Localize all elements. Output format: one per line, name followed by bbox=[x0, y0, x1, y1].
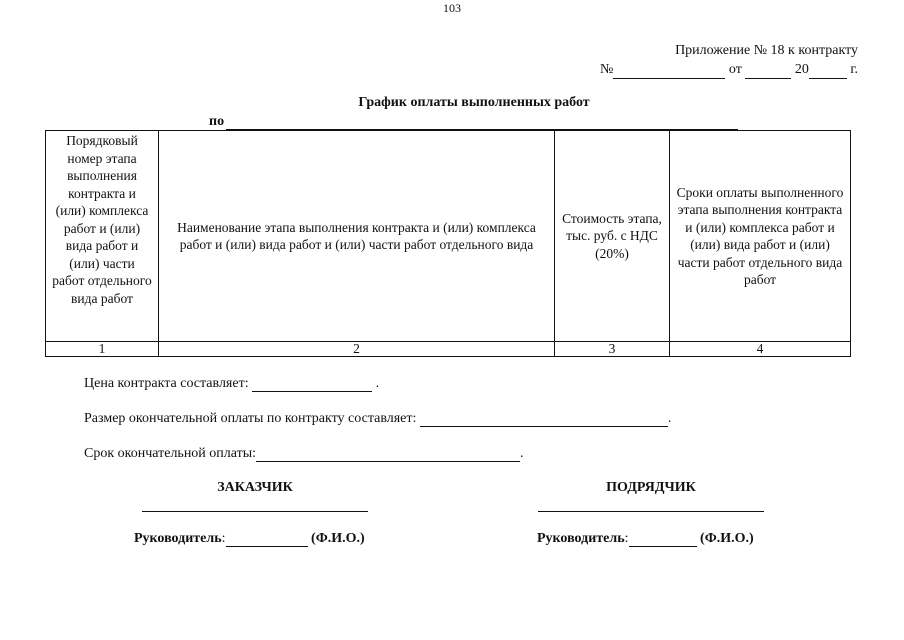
year-suffix: г. bbox=[846, 62, 858, 77]
final-payment-date-line bbox=[84, 446, 524, 462]
customer-head-blank bbox=[226, 532, 308, 547]
document-title: График оплаты выполненных работ bbox=[358, 95, 590, 110]
final-payment-amount-label: Размер окончательной оплаты по контракту составляет: bbox=[84, 411, 420, 426]
final-payment-amount-line bbox=[84, 411, 671, 427]
column-number: 3 bbox=[555, 342, 670, 357]
customer-title: ЗАКАЗЧИК bbox=[217, 480, 293, 495]
header-stage-number: Порядковый номер этапа выполнения контракта и (или) комплекса работ и (или) вида работ и (или) части работ отдельного вида работ bbox=[46, 131, 159, 342]
contractor-head-blank bbox=[629, 532, 697, 547]
final-payment-amount-suffix: . bbox=[667, 411, 672, 426]
final-payment-date-label: Срок окончательной оплаты: bbox=[84, 446, 257, 461]
contractor-title: ПОДРЯДЧИК bbox=[606, 480, 696, 495]
contract-number-line bbox=[600, 60, 858, 79]
contractor-signature-line bbox=[538, 511, 764, 512]
column-number: 2 bbox=[159, 342, 555, 357]
customer-head-label: Руководитель bbox=[134, 531, 222, 546]
header-stage-name: Наименование этапа выполнения контракта и (или) комплекса работ и (или) вида работ и (или) части работ отдельного вида bbox=[159, 131, 555, 342]
final-payment-date-suffix: . bbox=[520, 446, 524, 461]
contract-price-suffix: . bbox=[372, 376, 380, 391]
column-number: 1 bbox=[46, 342, 159, 357]
table-column-numbers-row bbox=[46, 342, 851, 357]
header-payment-terms: Сроки оплаты выполненного этапа выполнения контракта и (или) комплекса работ и (или) вида работ и (или) части работ отдельного вида работ bbox=[670, 131, 851, 342]
column-number: 4 bbox=[670, 342, 851, 357]
contractor-fio-label: (Ф.И.О.) bbox=[696, 531, 754, 546]
date-from-label: от bbox=[725, 62, 746, 77]
appendix-title: Приложение № 18 к контракту bbox=[675, 43, 858, 58]
customer-head-line bbox=[134, 531, 365, 547]
customer-signature-line bbox=[142, 511, 368, 512]
payment-schedule-table bbox=[45, 130, 851, 357]
year-blank bbox=[809, 64, 847, 79]
contract-price-blank bbox=[252, 377, 372, 392]
final-payment-date-blank bbox=[256, 447, 520, 462]
number-sign: № bbox=[600, 62, 614, 77]
appendix-header bbox=[600, 41, 858, 79]
year-prefix: 20 bbox=[791, 62, 809, 77]
header-stage-cost: Стоимость этапа, тыс. руб. с НДС (20%) bbox=[555, 131, 670, 342]
contractor-head-line bbox=[537, 531, 754, 547]
customer-head-colon: : bbox=[221, 531, 226, 546]
contract-price-label: Цена контракта составляет: bbox=[84, 376, 253, 391]
date-day-blank bbox=[745, 64, 791, 79]
contractor-head-colon: : bbox=[624, 531, 629, 546]
final-payment-amount-blank bbox=[420, 412, 668, 427]
subject-label: по bbox=[209, 114, 225, 129]
subject-line bbox=[209, 114, 738, 130]
contractor-head-label: Руководитель bbox=[537, 531, 625, 546]
contract-price-line bbox=[84, 376, 379, 392]
subject-blank bbox=[226, 115, 738, 130]
table-header-row bbox=[46, 131, 851, 342]
contract-number-blank bbox=[613, 64, 725, 79]
customer-fio-label: (Ф.И.О.) bbox=[307, 531, 365, 546]
page-number: 103 bbox=[443, 1, 461, 15]
